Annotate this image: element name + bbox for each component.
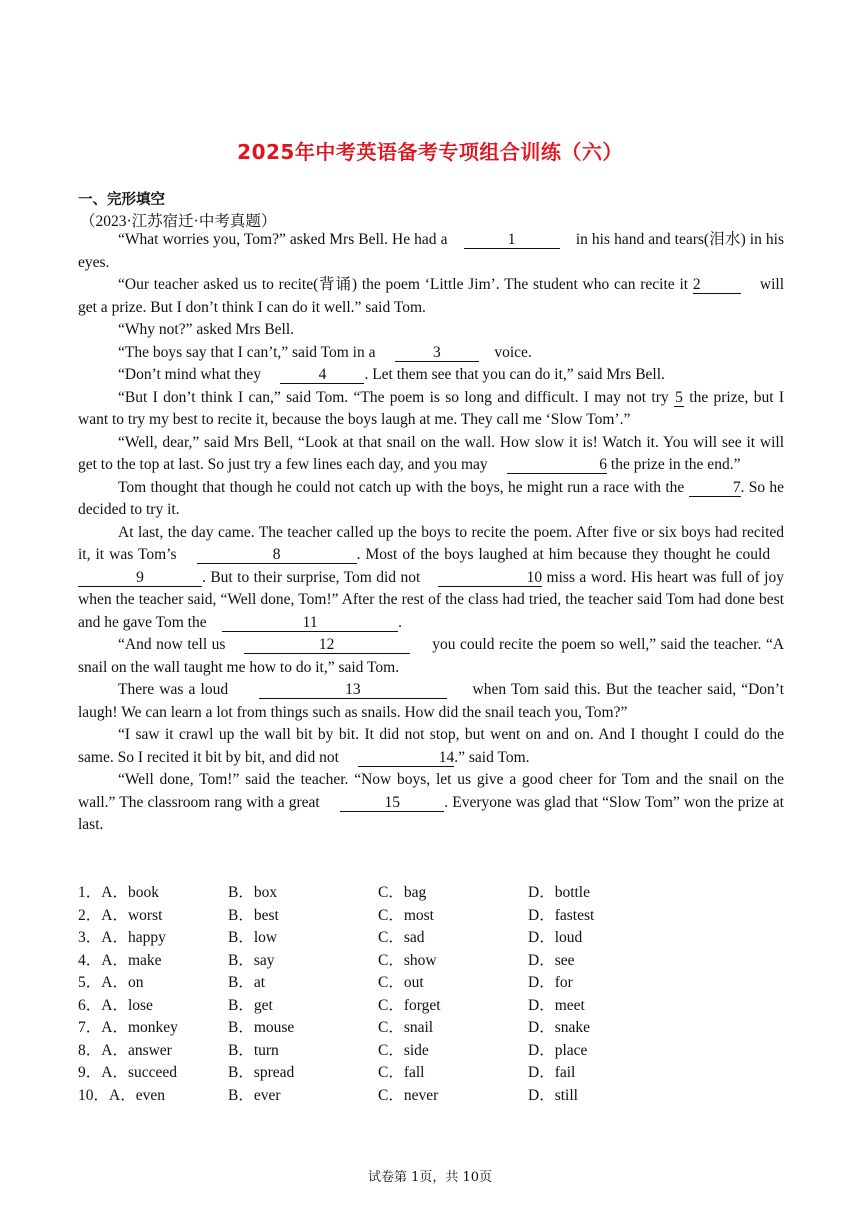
option-c[interactable]: C．fall — [378, 1064, 425, 1081]
paragraph: At last, the day came. The teacher called up the boys to recite the poem. After five or six boys had recited it, it was Tom’s 8 . Most of the boys laughed at him because they thought he could 9 . But to their surprise, Tom did not 10 miss a word. His heart was full of joy when the teacher said, “Well done, Tom!” After the rest of the class had tried, the teacher said Tom had done best and he gave Tom the 11 . — [78, 523, 784, 631]
option-a[interactable]: 8．A．answer — [78, 1041, 172, 1059]
option-c[interactable]: C．snail — [378, 1019, 434, 1036]
option-c[interactable]: C．sad — [378, 929, 425, 946]
option-c[interactable]: C．show — [378, 951, 437, 969]
question-source: （2023·江苏宿迁·中考真题） — [80, 213, 277, 230]
blank-11[interactable]: 11 — [222, 614, 398, 632]
blank-7[interactable]: 7 — [689, 479, 741, 497]
option-d[interactable]: D．place — [528, 1041, 588, 1059]
option-a[interactable]: 7．A．monkey — [78, 1019, 178, 1036]
paragraph: “Well, dear,” said Mrs Bell, “Look at that snail on the wall. How slow it is! Watch it. You will see it will get to the top at last. So just try a few lines each day, and you may 6 the prize in the end.” — [78, 433, 784, 473]
blank-13[interactable]: 13 — [259, 681, 447, 699]
cloze-passage — [78, 229, 784, 837]
option-d[interactable]: D．still — [528, 1086, 578, 1104]
option-b[interactable]: B．best — [228, 906, 279, 924]
option-b[interactable]: B．mouse — [228, 1019, 295, 1036]
paragraph: Tom thought that though he could not catch up with the boys, he might run a race with the 7. So he decided to try it. — [78, 478, 784, 518]
option-a[interactable]: 2．A．worst — [78, 906, 163, 924]
blank-14[interactable]: 14 — [358, 749, 454, 767]
option-a[interactable]: 3．A．happy — [78, 929, 166, 946]
paragraph: “Our teacher asked us to recite(背诵) the poem ‘Little Jim’. The student who can recite it 2 will get a prize. But I don’t think I can do it well.” said Tom. — [78, 276, 785, 316]
option-a[interactable]: 5．A．on — [78, 974, 144, 991]
paragraph: “And now tell us 12 you could recite the poem so well,” said the teacher. “A snail on the wall taught me how to do it,” said Tom. — [78, 636, 785, 676]
option-b[interactable]: B．at — [228, 974, 266, 991]
option-b[interactable]: B．low — [228, 929, 278, 946]
option-c[interactable]: C．out — [378, 974, 424, 991]
option-a[interactable]: 10．A．even — [78, 1086, 165, 1104]
blank-4[interactable]: 4 — [280, 366, 364, 384]
paragraph: “The boys say that I can’t,” said Tom in a 3 voice. — [118, 343, 532, 361]
blank-5[interactable]: 5 — [675, 388, 683, 406]
option-d[interactable]: D．meet — [528, 996, 585, 1014]
option-b[interactable]: B．say — [228, 951, 275, 969]
option-a[interactable]: 1．A．book — [78, 884, 159, 901]
option-d[interactable]: D．snake — [528, 1019, 590, 1036]
paragraph: “What worries you, Tom?” asked Mrs Bell. He had a 1 in his hand and tears(泪水) in his eyes. — [78, 231, 784, 271]
option-c[interactable]: C．side — [378, 1041, 429, 1059]
paragraph: “Well done, Tom!” said the teacher. “Now boys, let us give a good cheer for Tom and the snail on the wall.” The classroom rang with a great 15 . Everyone was glad that “Slow Tom” won the prize at last. — [78, 771, 784, 833]
page-title: 2025年中考英语备考专项组合训练（六） — [237, 140, 623, 164]
option-d[interactable]: D．loud — [528, 929, 583, 946]
option-c[interactable]: C．forget — [378, 996, 441, 1014]
option-a[interactable]: 9．A．succeed — [78, 1064, 177, 1081]
paragraph: “Don’t mind what they 4 . Let them see that you can do it,” said Mrs Bell. — [118, 366, 665, 383]
option-b[interactable]: B．spread — [228, 1064, 295, 1081]
section-heading: 一、完形填空 — [78, 192, 165, 208]
option-a[interactable]: 4．A．make — [78, 951, 162, 969]
blank-9[interactable]: 9 — [78, 569, 202, 587]
option-d[interactable]: D．see — [528, 951, 575, 969]
blank-8[interactable]: 8 — [197, 546, 357, 564]
blank-1[interactable]: 1 — [464, 231, 560, 249]
paragraph: “I saw it crawl up the wall bit by bit. It did not stop, but went on and on. And I thought I could do the same. So I recited it bit by bit, and did not 14.” said Tom. — [78, 726, 784, 766]
option-d[interactable]: D．bottle — [528, 884, 590, 901]
blank-12[interactable]: 12 — [244, 636, 410, 654]
paragraph: “But I don’t think I can,” said Tom. “The poem is so long and difficult. I may not try 5 the prize, but I want to try my best to recite it, because the boys laugh at me. They call me ‘Slow Tom’.” — [78, 388, 784, 428]
option-d[interactable]: D．fail — [528, 1064, 576, 1081]
option-b[interactable]: B．turn — [228, 1041, 279, 1059]
page-footer: 试卷第 1页，共 10页 — [367, 1170, 493, 1185]
blank-3[interactable]: 3 — [395, 344, 479, 362]
paragraph: There was a loud 13 when Tom said this. But the teacher said, “Don’t laugh! We can learn a lot from things such as snails. How did the snail teach you, Tom?” — [78, 681, 784, 721]
option-b[interactable]: B．ever — [228, 1086, 281, 1104]
blank-15[interactable]: 15 — [340, 794, 444, 812]
paragraph: “Why not?” asked Mrs Bell. — [118, 321, 295, 338]
option-c[interactable]: C．bag — [378, 884, 427, 901]
blank-6[interactable]: 6 — [507, 456, 607, 474]
option-b[interactable]: B．box — [228, 884, 278, 901]
option-b[interactable]: B．get — [228, 996, 273, 1014]
option-d[interactable]: D．for — [528, 974, 573, 991]
option-c[interactable]: C．most — [378, 906, 434, 924]
option-c[interactable]: C．never — [378, 1086, 439, 1104]
blank-10[interactable]: 10 — [438, 569, 542, 587]
option-a[interactable]: 6．A．lose — [78, 996, 153, 1014]
blank-2[interactable]: 2 — [693, 276, 741, 294]
option-d[interactable]: D．fastest — [528, 906, 595, 924]
